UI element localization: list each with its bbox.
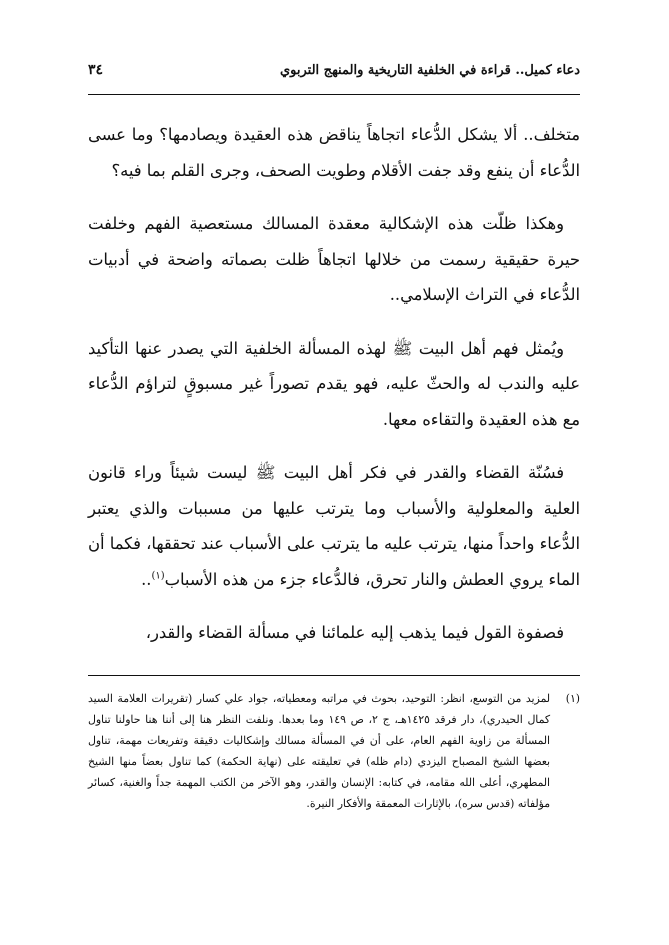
footnote-reference: (١) bbox=[151, 570, 165, 582]
footnote-number: (١) bbox=[565, 691, 580, 705]
book-page bbox=[88, 62, 580, 814]
running-title: دعاء كميل.. قراءة في الخلفية التاريخية والمنهج التربوي bbox=[279, 63, 580, 78]
body-paragraph-2: وهكذا ظلّت هذه الإشكالية معقدة المسالك مستعصية الفهم وخلفت حيرة حقيقية رسمت من خلالها اتجاهاً ظلت بصماته واضحة في أدبيات الدُّعاء في التراث الإسلامي.. bbox=[88, 214, 580, 304]
header-divider bbox=[88, 94, 580, 95]
body-paragraph-4 bbox=[88, 455, 580, 597]
body-paragraph-3: ويُمثل فهم أهل البيت ﷺ لهذه المسألة الخلفية التي يصدر عنها التأكيد عليه والندب له والحثّ عليه، فهو يقدم تصوراً غير مسبوقٍ لتراؤم الدُّعاء مع هذه العقيدة والتقاءه معها. bbox=[88, 338, 580, 429]
footnote bbox=[88, 688, 580, 814]
page-number: ٣٤ bbox=[88, 62, 104, 78]
body-paragraph-5: فصفوة القول فيما يذهب إليه علمائنا في مسألة القضاء والقدر، bbox=[145, 623, 564, 642]
footnote-text: لمزيد من التوسع، انظر: التوحيد، بحوث في مراتبه ومعطياته، جواد علي كسار (تقريرات العلامة السيد كمال الحيدري)، دار فرقد ١٤٢٥هـ، ج ٢، ص ١٤٩ وما بعدها. ونلفت النظر هنا إلى أننا هنا حاولنا تناول المسألة من زاوية الفهم العام، على أن في المسألة مسالك وإشكاليات دقيقة وتفريعات مهمة، تناول بعضها الشيخ المصباح اليزدي (دام ظله) في تعليقته على (نهاية الحكمة) كما تناول بعضاً منها الشيخ المطهري، أعلى الله مقامه، في كتابه: الإنسان والقدر، وهو الآخر من الكتب المهمة جداً والغنية، كسائر مؤلفاته (قدس سره)، بالإثارات المعمقة والأفكار النيرة. bbox=[88, 691, 550, 810]
body-paragraph-4-text: فسُنّة القضاء والقدر في فكر أهل البيت ﷺ ليست شيئاً وراء قانون العلية والمعلولية والأسباب وما يترتب عليها من مسببات والذي يعتبر الدُّعاء واحداً منها، يترتب عليه ما يترتب على الأسباب عند تحققها، فكما أن الماء يروي العطش والنار تحرق، فالدُّعاء جزء من هذه الأسباب bbox=[88, 463, 580, 589]
body-paragraph-1: متخلف.. ألا يشكل الدُّعاء اتجاهاً يناقض هذه العقيدة ويصادمها؟ وما عسى الدُّعاء أن ينفع وقد جفت الأقلام وطويت الصحف، وجرى القلم بما فيه؟ bbox=[88, 125, 580, 180]
page-header bbox=[88, 62, 580, 88]
footnote-divider bbox=[88, 675, 580, 676]
paragraph-4-tail: .. bbox=[141, 569, 152, 589]
